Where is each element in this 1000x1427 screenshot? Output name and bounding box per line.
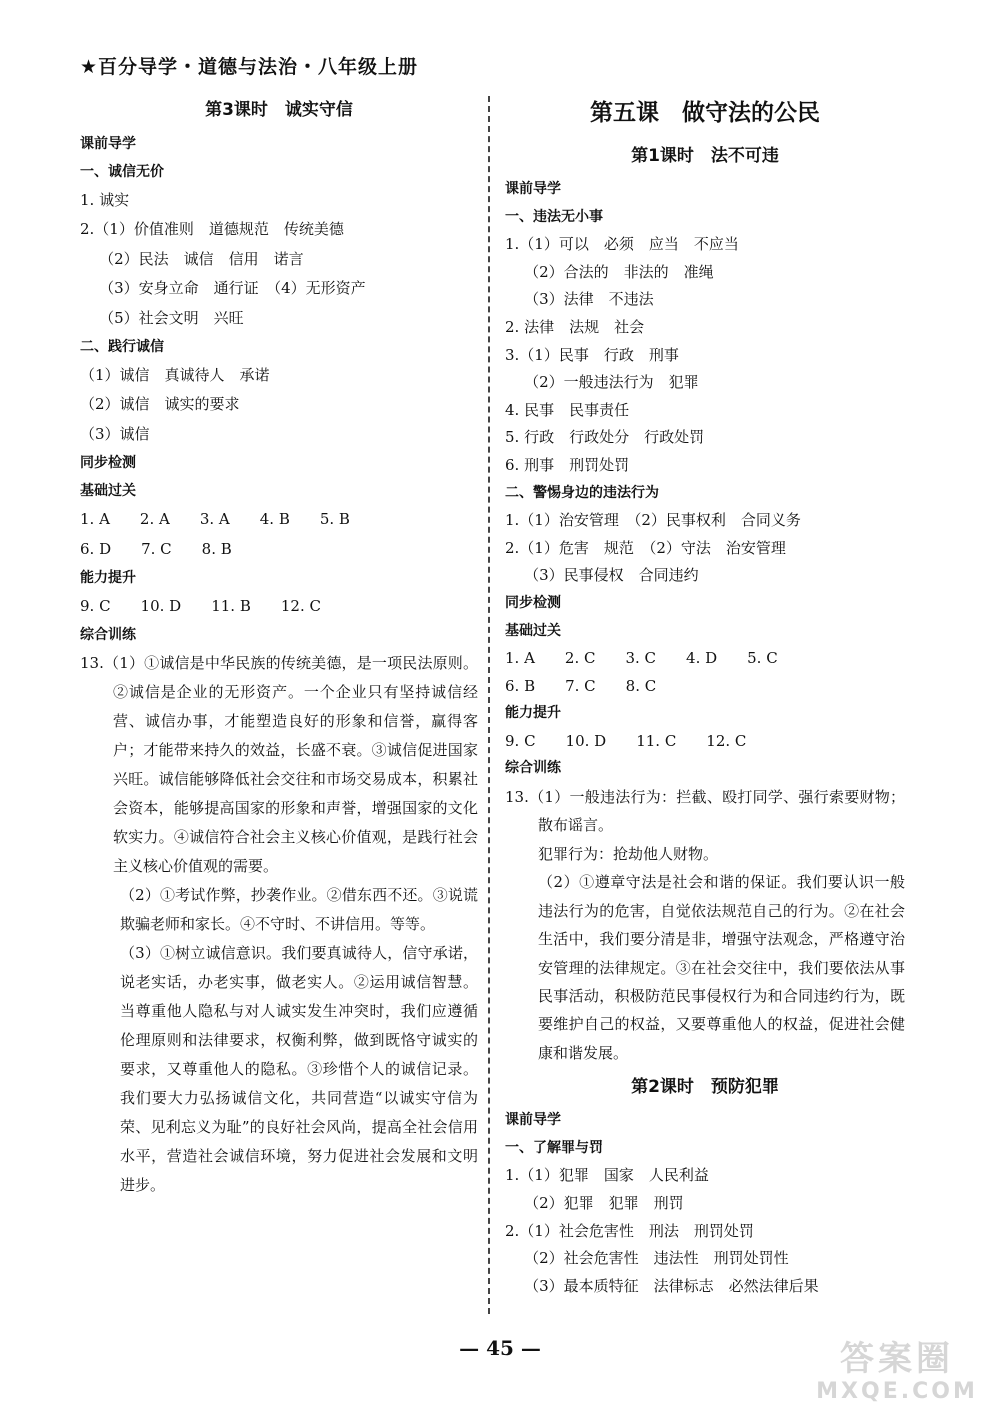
answer-line: 1. A 2. C 3. C 4. D 5. C [505,649,778,668]
lesson-title-honesty: 第3课时 诚实守信 [205,100,353,120]
pre-study-heading: 课前导学 [505,1112,561,1129]
answer-paragraph: 13.（1）①诚信是中华民族的传统美德，是一项民法原则。②诚信是企业的无形资产。一个企业只有坚持诚信经营、诚信办事，才能塑造良好的形象和信誉，赢得客户；才能带来持久的效益，长盛不衰。③诚信促进国家兴旺。诚信能够降低社会交往和市场交易成本，积累社会资本，能够提高国家的形象和声誉，增强国家的文化软实力。④诚信符合社会主义核心价值观，是践行社会主义核心价值观的需要。 [80,654,478,876]
answer-line: （1）诚信 真诚待人 承诺 [80,365,270,384]
sync-test-heading: 同步检测 [505,594,561,611]
right-column [505,90,905,1300]
basic-heading: 基础过关 [80,483,136,500]
answer-line: 2.（1）危害 规范 （2）守法 治安管理 [505,538,786,557]
answer-line: （2）一般违法行为 犯罪 [505,373,699,392]
answer-line: （2）社会危害性 违法性 刑罚处罚性 [505,1249,789,1268]
answer-line: 5. 行政 行政处分 行政处罚 [505,428,705,447]
answer-line: （3）诚信 [80,424,150,443]
page-number: — 45 — [459,1336,541,1360]
answer-line: （2）犯罪 犯罪 刑罚 [505,1193,684,1212]
answer-line: 1. 诚实 [80,191,130,209]
part3-heading: 一、了解罪与罚 [505,1139,603,1156]
pre-study-heading: 课前导学 [80,136,136,152]
part1-heading: 一、诚信无价 [80,164,164,180]
part1-heading: 一、违法无小事 [505,208,603,225]
answer-paragraph: （2）①考试作弊，抄袭作业。②借东西不还。③说谎欺骗老师和家长。④不守时、不讲信用。等等。 [120,886,478,934]
comprehensive-heading: 综合训练 [80,627,136,644]
pre-study-heading: 课前导学 [505,181,561,197]
sync-test-heading: 同步检测 [80,455,136,472]
page-header: ★百分导学・道德与法治・八年级上册 [80,56,419,78]
ability-heading: 能力提升 [80,569,136,586]
answer-line: （2）民法 诚信 信用 诺言 [80,249,304,268]
answer-line: （3）安身立命 通行证 （4）无形资产 [80,279,366,298]
answer-line: 2.（1）社会危害性 刑法 刑罚处罚 [505,1221,754,1240]
ability-heading: 能力提升 [505,705,561,722]
answer-line: 9. C 10. D 11. B 12. C [80,596,321,615]
left-column [80,90,478,1200]
watermark-logo [812,1339,982,1413]
answer-line: 2. 法律 法规 社会 [505,317,645,336]
part2-heading: 二、警惕身边的违法行为 [505,484,659,501]
answer-paragraph: 13.（1）一般违法行为：拦截、殴打同学、强行索要财物；散布谣言。 [505,788,905,835]
watermark-url: MXQE.COM [816,1379,978,1404]
section-title-law: 第1课时 法不可违 [631,146,779,166]
answer-line: 3.（1）民事 行政 刑事 [505,345,679,364]
answer-paragraph: （2）①遵章守法是社会和谐的保证。我们要认识一般违法行为的危害，自觉依法规范自己的行为。②在社会生活中，我们要分清是非，增强守法观念，严格遵守治安管理的法律规定。③在社会交往中，我们要依法从事民事活动，积极防范民事侵权行为和合同违约行为，既要维护自己的权益，又要尊重他人的权益，促进社会健康和谐发展。 [538,873,905,1062]
column-divider [488,96,490,1314]
watermark-text: 答案圈 [840,1339,954,1379]
answer-line: 2.（1）价值准则 道德规范 传统美德 [80,220,344,239]
answer-line: （3）法律 不违法 [505,290,654,309]
answer-paragraph: （3）①树立诚信意识。我们要真诚待人，信守承诺，说老实话，办老实事，做老实人。②运用诚信智慧。当尊重他人隐私与对人诚实发生冲突时，我们应遵循伦理原则和法律要求，权衡利弊，做到既恪守诚实的要求，又尊重他人的隐私。③珍惜个人的诚信记录。我们要大力弘扬诚信文化，共同营造“以诚实守信为荣、见利忘义为耻”的良好社会风尚，提高全社会信用水平，营造社会诚信环境，努力促进社会发展和文明进步。 [120,944,478,1195]
answer-line: 6. 刑事 刑罚处罚 [505,455,630,474]
answer-line: （5）社会文明 兴旺 [80,308,244,327]
answer-line: （3）民事侵权 合同违约 [505,566,699,585]
comprehensive-heading: 综合训练 [505,760,561,777]
answer-line: 4. 民事 民事责任 [505,400,630,419]
answer-line: （2）诚信 诚实的要求 [80,395,240,414]
answer-line: 1.（1）治安管理 （2）民事权利 合同义务 [505,511,801,530]
answer-line: （2）合法的 非法的 准绳 [505,262,714,281]
answer-line: 1.（1）犯罪 国家 人民利益 [505,1166,709,1185]
answer-line: 9. C 10. D 11. C 12. C [505,731,747,750]
answer-line: （3）最本质特征 法律标志 必然法律后果 [505,1276,819,1295]
answer-paragraph: 犯罪行为：抢劫他人财物。 [538,844,719,863]
part2-heading: 二、践行诚信 [80,338,164,355]
answer-line: 6. B 7. C 8. C [505,676,657,695]
answer-line: 1.（1）可以 必须 应当 不应当 [505,235,739,254]
answer-line: 6. D 7. C 8. B [80,539,232,558]
lesson-title-law: 第五课 做守法的公民 [590,100,820,126]
section-title-crime: 第2课时 预防犯罪 [631,1077,779,1098]
answer-line: 1. A 2. A 3. A 4. B 5. B [80,510,350,529]
basic-heading: 基础过关 [505,622,561,639]
